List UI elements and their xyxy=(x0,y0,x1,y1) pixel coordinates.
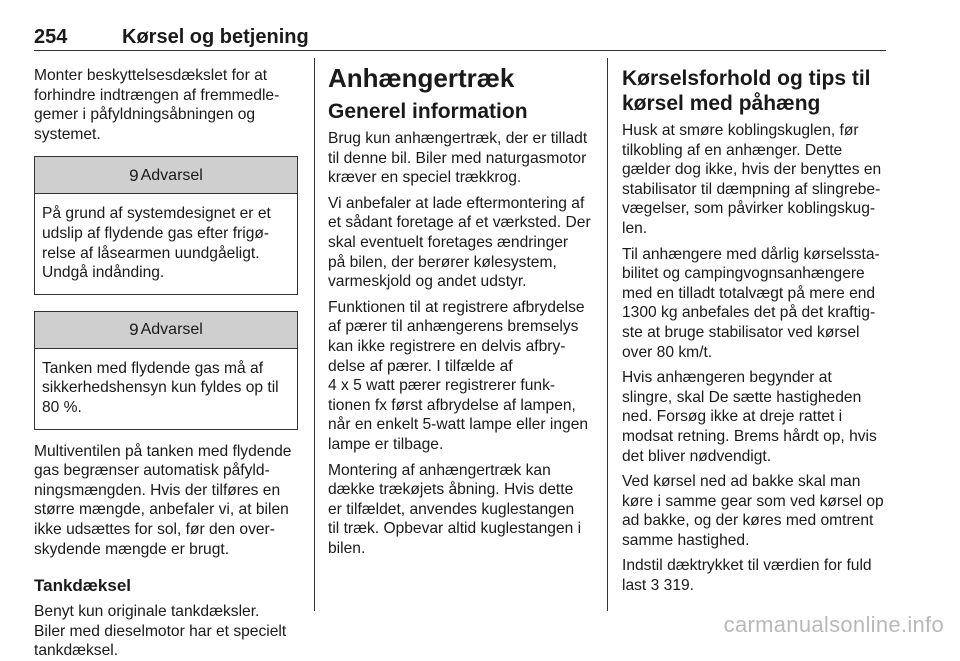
paragraph: Hvis anhængeren begynder at slingre, skal De sætte hastigheden ned. Forsøg ikke at dreje rattet i modsat retning. Brems hårdt op, hvis det bliver nødvendigt. xyxy=(622,369,877,465)
tankdaeksel-paragraph: Benyt kun originale tankdæksler. Biler med dieselmotor har et specielt tankdæksel. xyxy=(34,603,287,660)
paragraph: Funktionen til at registrere afbrydelse af pærer til anhængerens bremselys kan ikke registrere en delvis afbry- delse af pærer. I tilfælde af 4 x 5 watt pærer registrerer funk- tionen fx først afbrydelse af lampen, når en enkelt 5-watt lampe eller ingen lampe er tilbage. xyxy=(328,298,589,453)
column-middle xyxy=(328,63,592,558)
warning-box xyxy=(34,156,298,294)
paragraph: Vi anbefaler at lade eftermontering af et sådant foretage af et værksted. Der skal eventuelt foretages ændringer på bilen, der berører kølesystem, varmeskjold og andet udstyr. xyxy=(328,194,591,291)
section-heading: Kørselsforhold og tips til kørsel med påhæng xyxy=(622,67,871,115)
page-header xyxy=(34,26,886,51)
column-divider xyxy=(607,58,608,611)
warning-icon: 9 xyxy=(129,165,139,185)
watermark: carmanualsonline.info xyxy=(723,612,944,637)
intro-paragraph: Monter beskyttelsesdækslet for at forhindre indtrængen af fremmedle- gemer i påfyldningsåbningen og systemet. xyxy=(34,67,280,143)
subsection-heading: Generel information xyxy=(328,100,528,123)
paragraph: Ved kørsel ned ad bakke skal man køre i samme gear som ved kørsel op ad bakke, og der køres med omtrent samme hastighed. xyxy=(622,473,884,549)
warning-label: Advarsel xyxy=(140,320,203,338)
tankdaeksel-heading: Tankdæksel xyxy=(34,576,132,596)
column-right xyxy=(622,66,890,596)
paragraph: Indstil dæktrykket til værdien for fuld last 3 319. xyxy=(622,557,872,595)
warning-icon: 9 xyxy=(129,319,139,339)
warning-header xyxy=(35,312,297,349)
warning-box xyxy=(34,311,298,430)
multiventil-paragraph: Multiventilen på tanken med flydende gas begrænser automatisk påfyld- ningsmængden. Hvis der tilføres en større mængde, anbefaler vi, at bilen ikke udsættes for sol, før den over- skydende mængde er brugt. xyxy=(34,442,292,558)
column-left xyxy=(34,66,298,661)
warning-text: På grund af systemdesignet er et udslip af flydende gas efter frigø- relse af låsearmen uundgåeligt. Undgå indånding. xyxy=(42,205,271,282)
warning-text: Tanken med flydende gas må af sikkerhedshensyn kun fyldes op til 80 %. xyxy=(42,359,279,416)
paragraph: Montering af anhængertræk kan dække trækøjets åbning. Hvis dette er tilfældet, anvendes kuglestangen til træk. Opbevar altid kuglestangen i bilen. xyxy=(328,461,582,557)
warning-label: Advarsel xyxy=(140,166,203,184)
page-reference[interactable]: 319. xyxy=(663,577,695,595)
paragraph: Til anhængere med dårlig kørselssta- bilitet og campingvognsanhængere med en tilladt totalvægt på mere end 1300 kg anbefales det på det kraftig- ste at bruge stabilisator ved kørsel over 80 km/t. xyxy=(622,245,880,361)
page-number: 254 xyxy=(34,26,68,48)
warning-header xyxy=(35,157,297,194)
chapter-title: Kørsel og betjening xyxy=(122,26,309,48)
page-reference-icon[interactable]: 3 xyxy=(650,577,660,595)
paragraph: Brug kun anhængertræk, der er tilladt til denne bil. Biler med naturgasmotor kræver en speciel trækkrog. xyxy=(328,130,588,187)
column-divider xyxy=(314,58,315,611)
section-heading: Anhængertræk xyxy=(328,63,515,93)
paragraph: Husk at smøre koblingskuglen, før tilkobling af en anhænger. Dette gælder dog ikke, hvis der benyttes en stabilisator til dæmpning af slingrebe- vægelser, som påvirker koblingskug- len. xyxy=(622,122,882,237)
